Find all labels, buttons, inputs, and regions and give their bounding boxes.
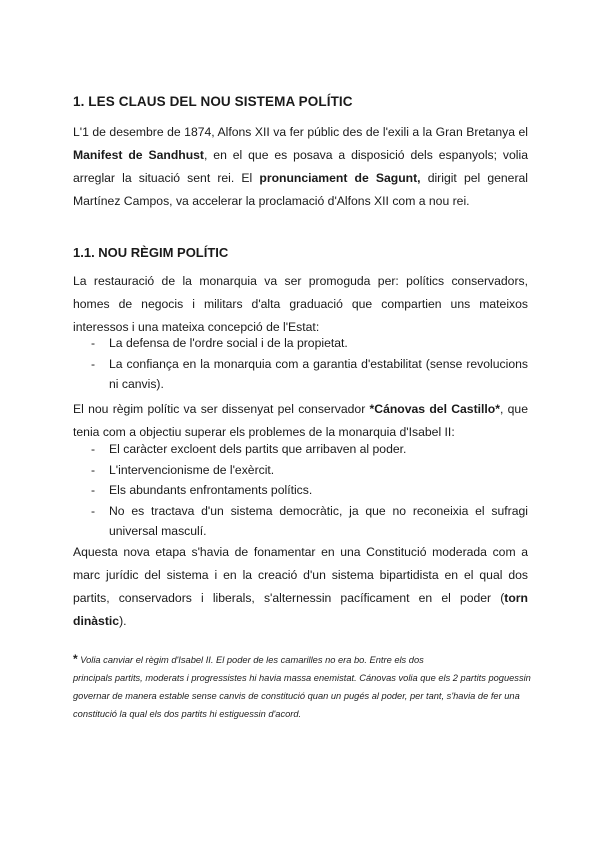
list-dash: - <box>91 483 96 497</box>
list-item <box>73 501 528 542</box>
canovas-paragraph <box>73 398 528 444</box>
list-item-text: El caràcter excloent dels partits que arribaven al poder. <box>109 442 407 456</box>
list-dash: - <box>91 503 96 518</box>
footnote <box>73 650 543 723</box>
section-1-title: 1. LES CLAUS DEL NOU SISTEMA POLÍTIC <box>73 94 353 109</box>
list-item-text: Els abundants enfrontaments polítics. <box>109 483 313 497</box>
list-item <box>73 460 528 481</box>
list-item <box>73 439 528 460</box>
list-dash: - <box>91 462 96 477</box>
footnote-marker: * <box>73 652 78 666</box>
manifest-bold: Manifest de Sandhust <box>73 148 204 162</box>
footnote-line: principals partits, moderats i progressistes hi havia massa enemistat. Cánovas volia que els 2 partits poguessin governar de manera estable sense canvis de constitució quan un pugés al poder, per tant, s'havia de fer una constitució la qual els dos partits hi estiguessin d'acord. <box>73 673 531 719</box>
section-1-1-title: 1.1. NOU RÈGIM POLÍTIC <box>73 245 229 260</box>
text-run: , en el que es posava a disposició dels espanyols; volia arreglar la situació sent rei. El <box>73 148 528 185</box>
list-item-text: La defensa de l'ordre social i de la propietat. <box>109 336 348 350</box>
torn-dinastic-bold: torn dinàstic <box>73 591 528 628</box>
list-dash: - <box>91 356 96 371</box>
list-item <box>73 333 528 354</box>
list-item-text: No es tractava d'un sistema democràtic, ja que no reconeixia el sufragi universal masculí. <box>109 503 528 538</box>
section-1-paragraph <box>73 121 528 213</box>
list-item <box>73 354 528 395</box>
text-run: L'1 de desembre de 1874, Alfons XII va fer públic des de l'exili a la Gran Bretanya el <box>73 125 528 139</box>
text-run: , que tenia com a objectiu superar els problemes de la monarquia d'Isabel II: <box>73 402 528 439</box>
canovas-bold: *Cánovas del Castillo* <box>369 402 500 416</box>
list-item <box>73 480 528 501</box>
text-run: Aquesta nova etapa s'havia de fonamentar en una Constitució moderada com a marc jurídic del sistema i en la creació d'un sistema bipartidista en el qual dos partits, conservadors i liberals, s'alternessin pacíficament en el poder ( <box>73 545 528 605</box>
interests-list <box>73 333 528 395</box>
problems-list <box>73 439 528 542</box>
text-run: ). <box>119 614 127 628</box>
list-item-text: L'intervencionisme de l'exèrcit. <box>109 462 275 477</box>
text-run: El nou règim polític va ser dissenyat pel conservador <box>73 402 370 416</box>
list-dash: - <box>91 336 96 350</box>
footnote-line: Volia canviar el règim d'Isabel II. El poder de les camarilles no era bo. Entre els dos <box>77 655 424 665</box>
text-run: dirigit pel general Martínez Campos, va accelerar la proclamació d'Alfons XII com a nou rei. <box>73 171 528 208</box>
list-dash: - <box>91 442 96 456</box>
constitution-paragraph <box>73 541 528 633</box>
pronunciament-bold: pronunciament de Sagunt, <box>259 171 421 185</box>
list-item-text: La confiança en la monarquia com a garantia d'estabilitat (sense revolucions ni canvis). <box>109 356 528 391</box>
intro-paragraph: La restauració de la monarquia va ser promoguda per: polítics conservadors, homes de negocis i militars d'alta graduació que compartien uns mateixos interessos i una mateixa concepció de l'Estat: <box>73 274 528 334</box>
